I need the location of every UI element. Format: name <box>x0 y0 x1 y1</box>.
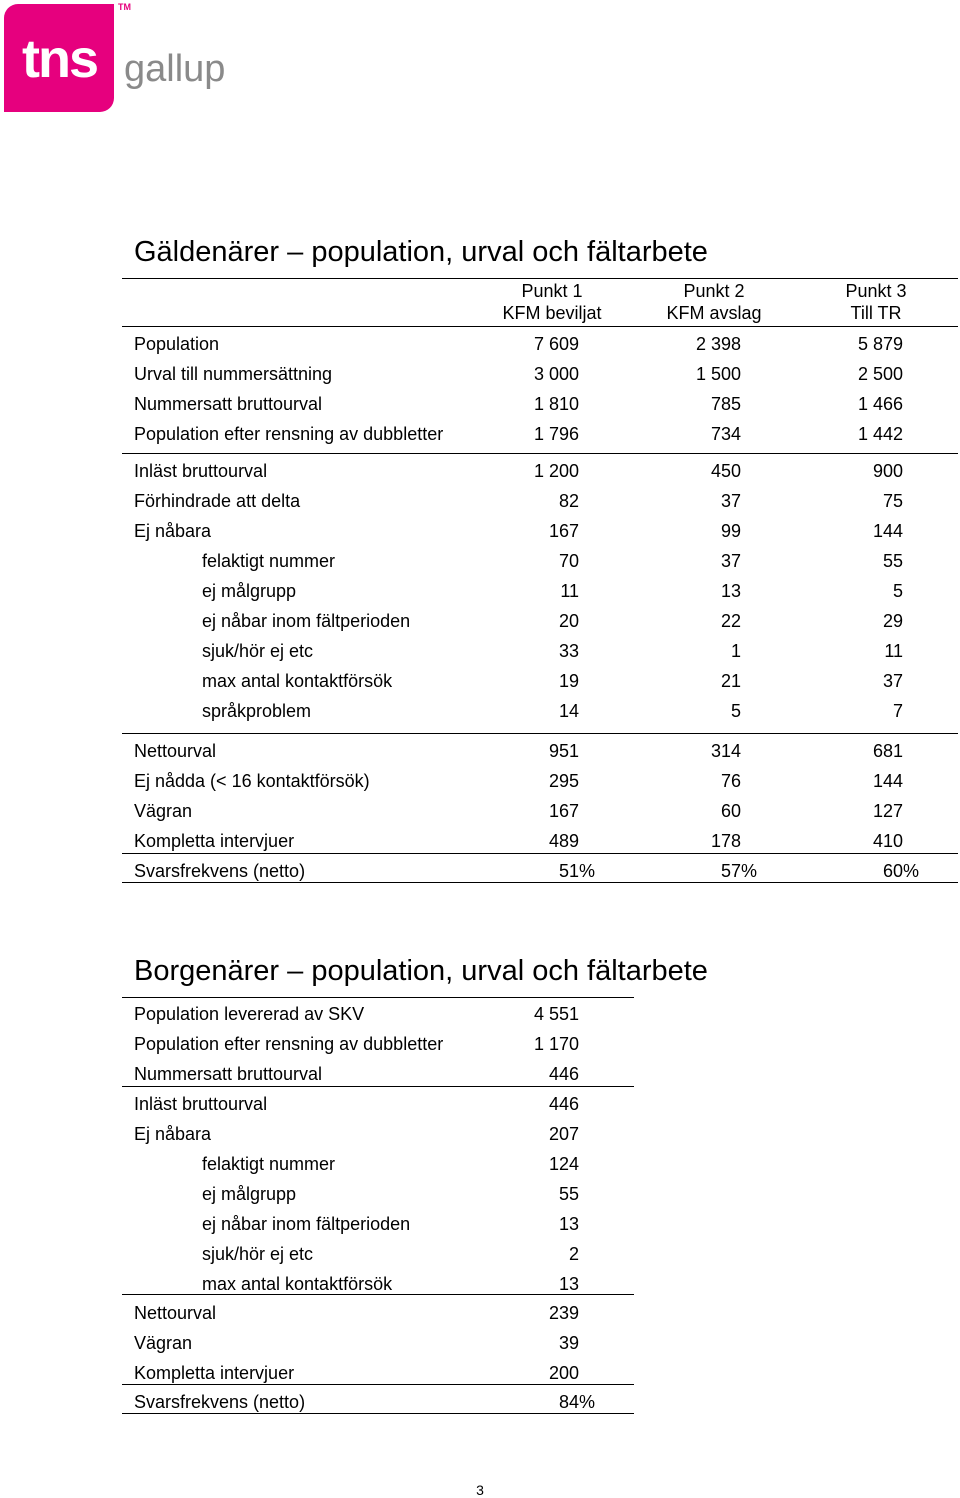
divider <box>122 733 958 734</box>
row-label: Ej nåbara <box>134 1124 212 1144</box>
row-label: Population efter rensning av dubbletter <box>134 424 444 444</box>
cell-value: 207 <box>548 1124 579 1144</box>
cell-value: 1 796 <box>533 424 579 444</box>
cell-value: 7 609 <box>533 334 579 354</box>
row-label: Inläst bruttourval <box>134 1094 268 1114</box>
cell-value: 99 <box>720 521 741 541</box>
divider <box>122 453 958 454</box>
table-row <box>134 1124 960 1154</box>
cell-value: 55 <box>558 1184 579 1204</box>
cell-value: 900 <box>872 461 903 481</box>
divider <box>122 853 958 854</box>
cell-value: 11 <box>884 641 903 661</box>
row-label: Nettourval <box>134 741 217 761</box>
table-row <box>134 831 960 861</box>
logo-tns-text: tns <box>22 29 97 89</box>
row-label: Ej nåbara <box>134 521 212 541</box>
cell-value: 5 <box>892 581 903 601</box>
cell-value: 295 <box>548 771 579 791</box>
cell-value: 60 <box>720 801 741 821</box>
cell-value: 178 <box>710 831 741 851</box>
cell-value: 1 500 <box>695 364 741 384</box>
row-label: ej nåbar inom fältperioden <box>202 1214 411 1234</box>
cell-value: 19 <box>558 671 579 691</box>
row-label: ej nåbar inom fältperioden <box>202 611 411 631</box>
table-row <box>134 461 960 491</box>
column-header-2 <box>654 280 774 324</box>
cell-value: 1 200 <box>533 461 579 481</box>
row-label: Nummersatt bruttourval <box>134 1064 323 1084</box>
logo-gallup-text: gallup <box>124 48 226 90</box>
table-row <box>134 1004 960 1034</box>
row-label: Kompletta intervjuer <box>134 831 295 851</box>
table-row <box>134 1392 960 1422</box>
cell-value: 37 <box>720 491 741 511</box>
cell-value: 410 <box>872 831 903 851</box>
row-label: sjuk/hör ej etc <box>202 641 314 661</box>
tns-gallup-logo <box>4 4 224 114</box>
table-row <box>134 1184 960 1214</box>
cell-value: 2 <box>568 1244 579 1264</box>
cell-value: 11 <box>560 581 579 601</box>
table-row <box>134 551 960 581</box>
row-label: Svarsfrekvens (netto) <box>134 861 306 881</box>
cell-value: 37 <box>720 551 741 571</box>
cell-value: 33 <box>558 641 579 661</box>
table-row <box>134 1244 960 1274</box>
cell-value: 37 <box>882 671 903 691</box>
divider <box>122 278 958 279</box>
cell-value: 446 <box>548 1064 579 1084</box>
column-header-line: KFM avslag <box>666 303 762 323</box>
cell-value: 3 000 <box>533 364 579 384</box>
column-header-line: Punkt 1 <box>521 281 583 301</box>
row-label: ej målgrupp <box>202 1184 297 1204</box>
divider <box>122 882 958 883</box>
divider <box>122 1413 634 1414</box>
row-label: Kompletta intervjuer <box>134 1363 295 1383</box>
table-row <box>134 1094 960 1124</box>
divider <box>122 997 634 998</box>
cell-value: 450 <box>710 461 741 481</box>
cell-value: 951 <box>548 741 579 761</box>
cell-value: 82 <box>558 491 579 511</box>
row-label: felaktigt nummer <box>202 551 336 571</box>
cell-value: 1 170 <box>533 1034 579 1054</box>
row-label: Population efter rensning av dubbletter <box>134 1034 444 1054</box>
row-label: Population <box>134 334 220 354</box>
cell-value: 70 <box>558 551 579 571</box>
cell-value: 1 442 <box>857 424 903 444</box>
column-header-line: Punkt 2 <box>683 281 745 301</box>
table-row <box>134 671 960 701</box>
row-label: max antal kontaktförsök <box>202 1274 393 1294</box>
cell-value: 446 <box>548 1094 579 1114</box>
cell-value: 167 <box>548 521 579 541</box>
cell-value: 1 810 <box>533 394 579 414</box>
table-row <box>134 1363 960 1393</box>
cell-value: 4 551 <box>533 1004 579 1024</box>
divider <box>122 1086 634 1087</box>
table-row <box>134 491 960 521</box>
cell-value: 55 <box>882 551 903 571</box>
table-row <box>134 394 960 424</box>
row-label: Nettourval <box>134 1303 217 1323</box>
cell-value: 13 <box>720 581 741 601</box>
row-label: sjuk/hör ej etc <box>202 1244 314 1264</box>
cell-value: 51% <box>558 861 595 881</box>
cell-value: 76 <box>720 771 741 791</box>
cell-value: 785 <box>710 394 741 414</box>
cell-value: 124 <box>548 1154 579 1174</box>
table-row <box>134 1333 960 1363</box>
cell-value: 127 <box>872 801 903 821</box>
cell-value: 200 <box>548 1363 579 1383</box>
logo-box <box>4 4 114 112</box>
cell-value: 75 <box>882 491 903 511</box>
table-row <box>134 1034 960 1064</box>
row-label: Nummersatt bruttourval <box>134 394 323 414</box>
table-row <box>134 801 960 831</box>
table-row <box>134 1274 960 1304</box>
row-label: Urval till nummersättning <box>134 364 333 384</box>
cell-value: 2 398 <box>695 334 741 354</box>
table-row <box>134 1303 960 1333</box>
cell-value: 489 <box>548 831 579 851</box>
column-header-1 <box>492 280 612 324</box>
table-row <box>134 1154 960 1184</box>
cell-value: 13 <box>558 1274 579 1294</box>
row-label: språkproblem <box>202 701 312 721</box>
cell-value: 1 <box>730 641 741 661</box>
table-row <box>134 701 960 731</box>
cell-value: 7 <box>892 701 903 721</box>
table-row <box>134 861 960 891</box>
row-label: Vägran <box>134 1333 193 1353</box>
cell-value: 22 <box>720 611 741 631</box>
table-row <box>134 334 960 364</box>
divider <box>122 1384 634 1385</box>
cell-value: 144 <box>872 771 903 791</box>
row-label: Svarsfrekvens (netto) <box>134 1392 306 1412</box>
cell-value: 39 <box>558 1333 579 1353</box>
column-header-line: KFM beviljat <box>502 303 602 323</box>
table-row <box>134 364 960 394</box>
cell-value: 5 <box>730 701 741 721</box>
cell-value: 13 <box>558 1214 579 1234</box>
cell-value: 1 466 <box>857 394 903 414</box>
table-row <box>134 741 960 771</box>
row-label: felaktigt nummer <box>202 1154 336 1174</box>
cell-value: 2 500 <box>857 364 903 384</box>
cell-value: 84% <box>558 1392 595 1412</box>
row-label: Ej nådda (< 16 kontaktförsök) <box>134 771 370 791</box>
cell-value: 314 <box>710 741 741 761</box>
table-row <box>134 1064 960 1094</box>
cell-value: 20 <box>558 611 579 631</box>
row-label: Population levererad av SKV <box>134 1004 365 1024</box>
table-row <box>134 581 960 611</box>
divider <box>122 1294 634 1295</box>
cell-value: 60% <box>882 861 919 881</box>
row-label: ej målgrupp <box>202 581 297 601</box>
table-row <box>134 521 960 551</box>
column-header-line: Punkt 3 <box>845 281 907 301</box>
divider <box>122 326 958 327</box>
cell-value: 239 <box>548 1303 579 1323</box>
table-row <box>134 1214 960 1244</box>
section1-title: Gäldenärer – population, urval och fältarbete <box>134 236 708 268</box>
section2-title: Borgenärer – population, urval och fältarbete <box>134 955 708 987</box>
cell-value: 144 <box>872 521 903 541</box>
cell-value: 21 <box>720 671 741 691</box>
cell-value: 57% <box>720 861 757 881</box>
column-header-line: Till TR <box>850 303 902 323</box>
row-label: Inläst bruttourval <box>134 461 268 481</box>
cell-value: 681 <box>872 741 903 761</box>
table-row <box>134 771 960 801</box>
cell-value: 167 <box>548 801 579 821</box>
row-label: Förhindrade att delta <box>134 491 301 511</box>
column-header-3 <box>816 280 936 324</box>
logo-trademark: TM <box>118 2 131 12</box>
table-row <box>134 641 960 671</box>
cell-value: 734 <box>710 424 741 444</box>
table-row <box>134 611 960 641</box>
table-row <box>134 424 960 454</box>
row-label: max antal kontaktförsök <box>202 671 393 691</box>
cell-value: 14 <box>558 701 579 721</box>
page-number: 3 <box>476 1482 484 1498</box>
cell-value: 29 <box>882 611 903 631</box>
row-label: Vägran <box>134 801 193 821</box>
cell-value: 5 879 <box>857 334 903 354</box>
